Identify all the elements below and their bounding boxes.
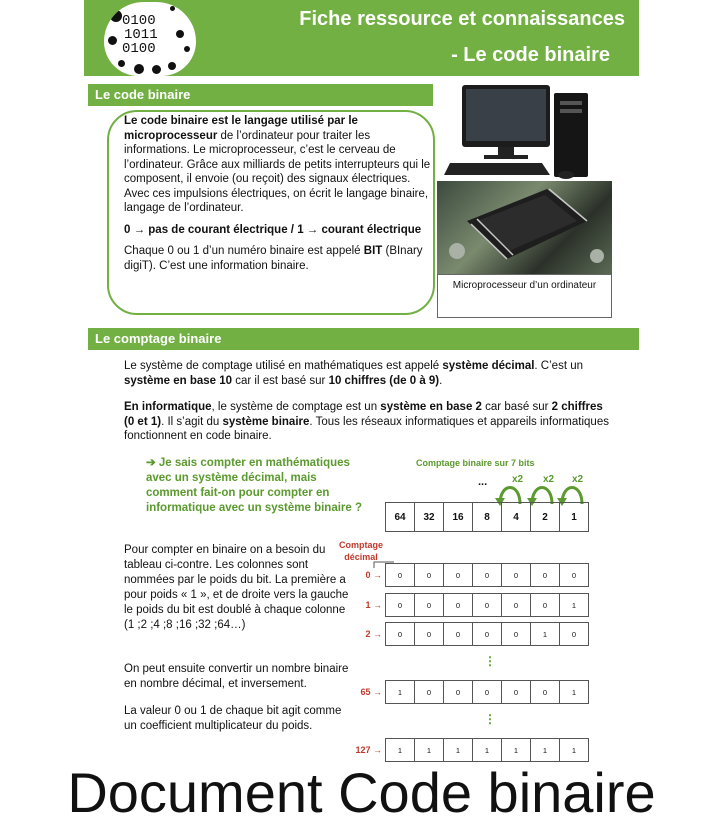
definition-text: Le code binaire est le langage utilisé par le microprocesseur de l’ordinateur pour traiter les informations. Le microprocesseur, c’est le cerveau de l’ordinateur. Grâce aux milliards de petits interrupteurs qui le composent, il envoie (ou reçoit) des signaux électriques. Avec ces impulsions électriques, on écrit le langage binaire, langage de l’ordinateur. 0 → pas de courant électrique / 1 → courant électrique Chaque 0 ou 1 d’un numéro binaire est appelé BIT (BInary digiT). C’est une information binaire. <box>124 115 431 272</box>
bit-cell: 1 <box>502 739 531 762</box>
x2-label: x2 <box>512 474 524 485</box>
row-label: 127 → <box>355 745 382 755</box>
bit-cell: 0 <box>502 564 531 587</box>
bit-row-0 <box>385 563 589 587</box>
bit-cell: 0 <box>531 564 560 587</box>
binary-logo <box>104 2 196 76</box>
bit-row-2 <box>385 622 589 646</box>
bit-cell: 0 <box>444 681 473 704</box>
bit-cell: 1 <box>531 623 560 646</box>
section-heading-code-binaire: Le code binaire <box>88 84 433 106</box>
bit-cell: 0 <box>502 681 531 704</box>
bit-cell: 0 <box>531 681 560 704</box>
bit-row-1 <box>385 593 589 617</box>
bit-cell: 0 <box>444 564 473 587</box>
bit-cell: 0 <box>560 623 589 646</box>
bit-cell: 0 <box>386 564 415 587</box>
paragraph-binary: En informatique, le système de comptage est un système en base 2 car basé sur 2 chiffres (0 et 1). Il s’agit du système binaire. Tous les réseaux informatiques et appareils informatiques fonctionnent en code binaire. <box>124 401 609 442</box>
bit-cell: 0 <box>415 594 444 617</box>
logo-text: 0100 1011 0100 <box>122 13 158 57</box>
bit-cell: 0 <box>415 623 444 646</box>
bit-row-65 <box>385 680 589 704</box>
decimal-bracket <box>366 558 396 758</box>
section-heading-comptage-binaire: Le comptage binaire <box>88 328 639 350</box>
bit-cell: 0 <box>386 594 415 617</box>
weight-cell: 4 <box>502 503 531 532</box>
logo-dot <box>108 36 117 45</box>
row-label: 2 → <box>365 629 382 639</box>
x2-label: x2 <box>543 474 555 485</box>
chip-drawing <box>437 181 612 274</box>
weight-cell: 64 <box>386 503 415 532</box>
bit-cell: 0 <box>531 594 560 617</box>
row-label: 1 → <box>365 600 382 610</box>
question-text: ➔ Je sais compter en mathématiques avec un système décimal, mais comment fait-on pour compter en informatique avec un système binaire ? <box>146 457 363 514</box>
row-label: 65 → <box>360 687 382 697</box>
computer-drawing <box>442 83 612 183</box>
weight-cell: 2 <box>531 503 560 532</box>
logo-dot <box>184 46 190 52</box>
logo-dot <box>110 10 122 22</box>
weight-cell: 1 <box>560 503 589 532</box>
logo-dot <box>134 64 144 74</box>
bit-cell: 0 <box>444 594 473 617</box>
bit-cell: 0 <box>444 623 473 646</box>
page-title-line2: - Le code binaire <box>451 44 610 66</box>
diagram-title: Comptage binaire sur 7 bits <box>416 458 535 468</box>
decimal-label: Comptage décimal <box>338 540 383 562</box>
vertical-ellipsis: ⋮ <box>484 712 496 726</box>
page-title-line1: Fiche ressource et connaissances <box>299 8 625 30</box>
bit-cell: 0 <box>473 564 502 587</box>
logo-dot <box>168 62 176 70</box>
document-caption: Document Code binaire <box>67 761 656 824</box>
weight-cell: 8 <box>473 503 502 532</box>
bit-cell: 0 <box>502 594 531 617</box>
computer-image <box>442 83 612 183</box>
bit-cell: 0 <box>502 623 531 646</box>
weight-cell: 32 <box>415 503 444 532</box>
bit-cell: 0 <box>386 623 415 646</box>
bit-cell: 0 <box>415 564 444 587</box>
bit-cell: 1 <box>560 681 589 704</box>
bit-cell: 0 <box>473 594 502 617</box>
logo-dot <box>176 30 184 38</box>
bit-cell: 1 <box>560 594 589 617</box>
bit-cell: 1 <box>415 739 444 762</box>
bit-cell: 1 <box>531 739 560 762</box>
explanation-table: Pour compter en binaire on a besoin du tableau ci-contre. Les colonnes sont nommées par le poids du bit. La première a pour poids « 1 », et de droite vers la gauche le poids du bit est doublé à chaque colonne (1 ;2 ;4 ;8 ;16 ;32 ;64…) <box>124 544 349 631</box>
explanation-convert: On peut ensuite convertir un nombre binaire en nombre décimal, et inversement. <box>124 663 349 690</box>
logo-dot <box>118 60 125 67</box>
weight-cell: 16 <box>444 503 473 532</box>
paragraph-decimal: Le système de comptage utilisé en mathématiques est appelé système décimal. C’est un système en base 10 car il est basé sur 10 chiffres (de 0 à 9). <box>124 360 583 387</box>
weights-row <box>385 502 589 532</box>
bit-cell: 0 <box>473 681 502 704</box>
x2-label: x2 <box>572 474 584 485</box>
bit-cell: 0 <box>473 623 502 646</box>
logo-dot <box>152 65 161 74</box>
logo-dot <box>170 6 175 11</box>
microprocessor-image <box>437 181 612 274</box>
bit-cell: 1 <box>473 739 502 762</box>
image-caption: Microprocesseur d’un ordinateur <box>437 274 612 318</box>
diagram-ellipsis: ... <box>478 476 488 488</box>
row-label: 0 → <box>365 570 382 580</box>
bit-cell: 1 <box>386 739 415 762</box>
bit-cell: 0 <box>415 681 444 704</box>
explanation-coefficient: La valeur 0 ou 1 de chaque bit agit comme un coefficient multiplicateur du poids. <box>124 705 342 732</box>
vertical-ellipsis: ⋮ <box>484 654 496 668</box>
bit-cell: 1 <box>386 681 415 704</box>
bit-cell: 1 <box>444 739 473 762</box>
bit-cell: 1 <box>560 739 589 762</box>
bit-cell: 0 <box>560 564 589 587</box>
